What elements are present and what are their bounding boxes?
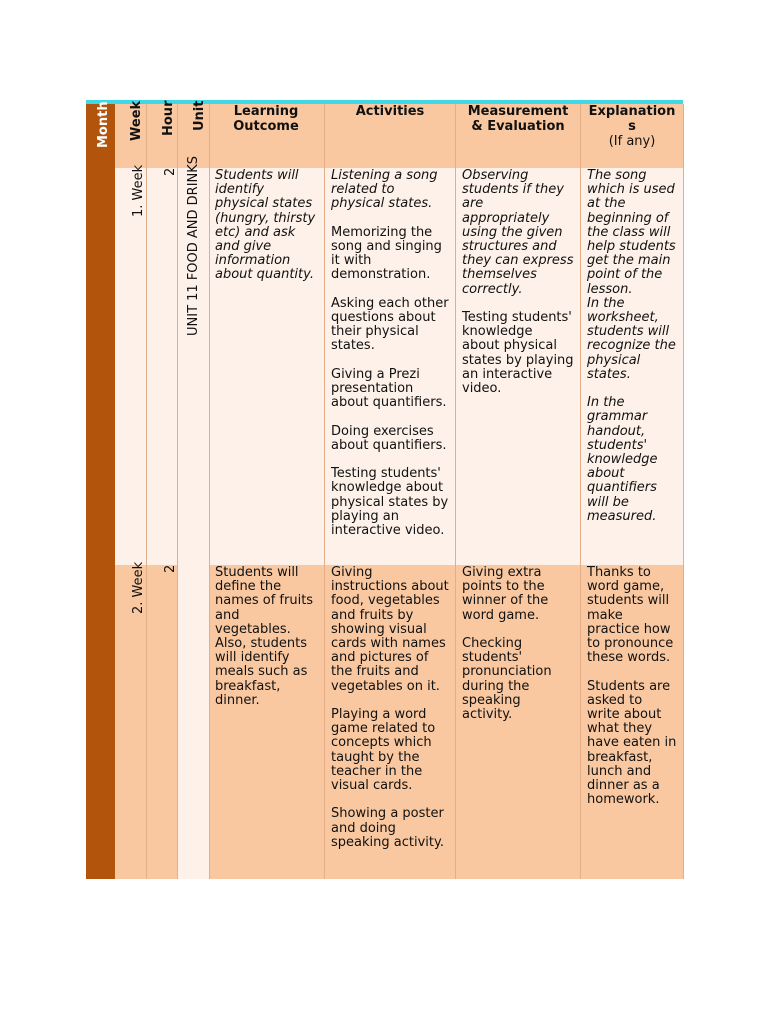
learning-outcome-header: Learning Outcome <box>233 104 299 134</box>
row-2-week: 2. Week <box>131 561 146 614</box>
row-1-activities: Listening a song related to physical states. Memorizing the song and singing it with demonstration. Asking each other questions about their physical states. Giving a Prezi presentation about quantifiers. Doing exercises about quantifiers. Testing students' knowledge about physical states by playing an interactive video. <box>331 168 449 538</box>
measurement-header: Measurement & Evaluation <box>467 104 569 134</box>
row-2-outcome: Students will define the names of fruits and vegetables. Also, students will identify meals such as breakfast, dinner. <box>215 565 314 708</box>
row-1-hours: 2 <box>163 167 178 176</box>
col-separator <box>683 104 684 879</box>
row-1-outcome: Students will identify physical states (hungry, thirsty etc) and ask and give information about quantity. <box>215 168 316 283</box>
row-1-unit: UNIT 11 FOOD AND DRINKS <box>186 155 201 336</box>
row-1-measurement: Observing students if they are appropriately using the given structures and they can express themselves correctly. Testing students' knowledge about physical states by playing an interactive video. <box>462 168 574 397</box>
row-2-unit-cell <box>178 565 209 879</box>
week-header: Week <box>129 100 144 141</box>
hour-header: Hour <box>161 100 176 136</box>
explanations-header: Explanation s (If any) <box>588 104 676 149</box>
unit-header: Unit <box>192 100 207 131</box>
row-2-measurement: Giving extra points to the winner of the word game. Checking students' pronunciation during the speaking activity. <box>462 565 552 723</box>
col-separator <box>177 104 178 879</box>
row-1-explanations: The song which is used at the beginning of the class will help students get the main point of the lesson. In the worksheet, students will recognize the physical states. In the grammar handout, students' knowledge about quantifiers will be measured. <box>587 168 676 524</box>
row-1-week: 1. Week <box>131 164 146 217</box>
row-2-activities: Giving instructions about food, vegetables and fruits by showing visual cards with names and pictures of the fruits and vegetables on it. Playing a word game related to concepts which taught by the teacher in the visual cards. Showing a poster and doing speaking activity. <box>331 565 449 850</box>
activities-header: Activities <box>355 104 425 119</box>
month-header: Month <box>96 101 111 148</box>
month-column <box>86 101 115 879</box>
row-2-hours: 2 <box>163 564 178 573</box>
row-2-explanations: Thanks to word game, students will make practice how to pronounce these words. Students are asked to write about what they have eaten in breakfast, lunch and dinner as a homework. <box>587 565 677 808</box>
col-separator <box>146 104 147 879</box>
